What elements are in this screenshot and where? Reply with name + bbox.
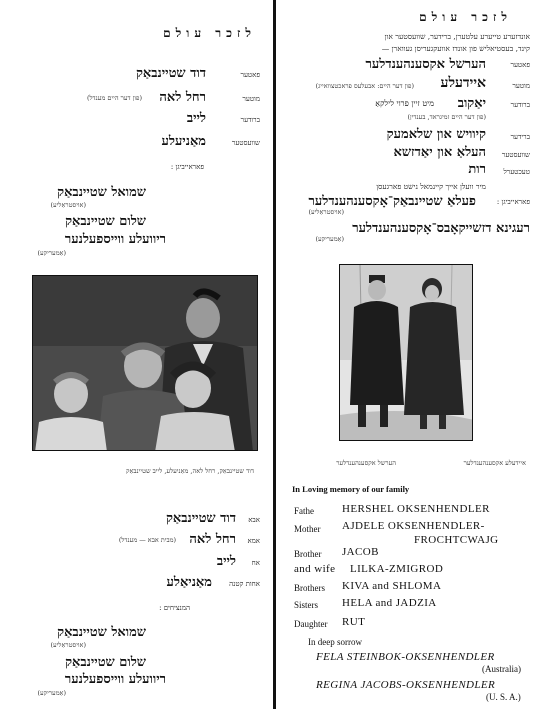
row-label: ברודער <box>510 101 530 109</box>
hebrew-survivors-label: המנציחים : <box>159 604 190 612</box>
row-label: טעכטערל <box>503 168 530 176</box>
row-name: איידעלע <box>440 75 486 91</box>
row-label: פאטער <box>510 61 530 69</box>
english-row-value: RUT <box>342 616 366 628</box>
english-survivor-2: REGINA JACOBS-OKSENHENDLER <box>316 679 496 691</box>
row-name: הערשל אקסענהענדלער <box>365 57 486 72</box>
english-row-value: HELA and JADZIA <box>342 597 437 609</box>
hebrew-survivor-name: שמואל שטיינבאַק <box>57 625 146 640</box>
survivor-name: רעגינא דזשייקאָבס־אָקסענהענדלער <box>352 221 530 236</box>
survivor-name: שלום שטיינבאַק <box>65 214 146 229</box>
row-label: ברודער <box>240 116 260 124</box>
english-row-label: Fathe <box>294 506 314 516</box>
survivor-name: פעלאַ שטיינבאַק־אָקסענהענדלער <box>308 194 476 209</box>
intro-line-2: קינד, בעסטיאליש פון אונדז אוועקגעריסן געווארן — <box>381 44 530 53</box>
survivor-name: שמואל שטיינבאַק <box>57 185 146 200</box>
survivors-label: פאראייביגן : <box>170 163 204 171</box>
english-row-label: Mother <box>294 524 321 534</box>
family-photo-caption: דוד שטיינבאַק, רחל לאה, מאַניעלע, לייב שטיינבאַק <box>126 467 254 475</box>
english-row-value: JACOB <box>342 546 379 558</box>
row-note: (פון דער היים זמיגראד, בענדין) <box>407 113 486 121</box>
photo-caption-right: הערשל אקסענהענדלער <box>336 459 396 467</box>
row-name: מאַניעלע <box>161 134 206 149</box>
hebrew-row-note: (מבית אבא — מענדל) <box>118 536 176 544</box>
english-row-label: Brothers <box>294 583 325 593</box>
hebrew-survivor-place: (אַמעריקע) <box>37 689 66 697</box>
english-row-value: AJDELE OKSENHENDLER- <box>342 520 485 532</box>
english-survivor-2-place: (U. S. A.) <box>486 692 521 702</box>
survivor-name: ריוועלע ווייספעלנער <box>64 232 166 247</box>
row-label: שוועסטער <box>231 139 260 147</box>
english-row-value: LILKA-ZMIGROD <box>350 563 444 575</box>
survivors-label: פאראייביגן : <box>496 198 530 206</box>
row-name: רחל לאה <box>159 90 206 105</box>
english-survivor-1-place: (Australia) <box>482 664 521 674</box>
row-label: פאטער <box>240 71 260 79</box>
row-label: שוועסטער <box>501 151 530 159</box>
row-label: מוטער <box>242 95 260 103</box>
survivor-place: (אויסטראַליע) <box>50 201 86 209</box>
row-name: העלאַ און יאַדזשא <box>393 145 486 160</box>
family-photo-drawing <box>33 276 258 451</box>
hebrew-row-name: דוד שטיינבאַק <box>165 511 236 526</box>
row-note: מיט זיין פרוי לילקאַ <box>375 99 434 108</box>
photo-caption-left: איידעלע אקסענהענדלער <box>463 459 526 467</box>
english-row-value: FROCHTCWAJG <box>414 534 499 546</box>
left-title: לזכר עולם <box>163 26 256 40</box>
english-heading: In Loving memory of our family <box>292 484 410 494</box>
row-name: קיוויש און שלאמעק <box>386 127 486 142</box>
row-label: ברידער <box>510 133 530 141</box>
hebrew-survivor-place: (אויסטראַליע) <box>50 641 86 649</box>
survivor-place: (אַמעריקע) <box>315 235 344 243</box>
english-row-label: and wife <box>294 563 336 575</box>
column-divider <box>273 0 276 709</box>
row-name: לייב <box>186 111 206 126</box>
right-title: לזכר עולם <box>419 10 512 24</box>
family-photo <box>32 275 258 451</box>
hebrew-row-name: רחל לאה <box>189 532 236 547</box>
survivor-place: (אַמעריקע) <box>37 249 66 257</box>
survivor-place: (אויסטראַליע) <box>308 208 344 216</box>
hebrew-row-label: אבא <box>248 516 260 524</box>
hebrew-row-label: אחות קטנה <box>229 580 260 588</box>
hebrew-survivor-name: ריוועלע ווייספעלנער <box>64 672 166 687</box>
english-survivor-1: FELA STEINBOK-OKSENHENDLER <box>316 651 495 663</box>
intro-line-1: אונדזערע טייערע עלטערן, ברידער, שוועסטער און <box>384 32 530 41</box>
hebrew-row-name: לייב <box>216 554 236 569</box>
row-name: דוד שטיינבאַק <box>135 66 206 81</box>
english-row-label: Daughter <box>294 619 328 629</box>
couple-photo <box>339 264 473 441</box>
english-row-value: KIVA and SHLOMA <box>342 580 442 592</box>
row-note: (פון דער היים: אבעלעס פראכטצוואייג) <box>315 82 414 90</box>
hebrew-row-name: מאַניאַלע <box>166 575 212 590</box>
english-row-label: Brother <box>294 549 322 559</box>
row-name: יאַקוב <box>457 96 486 111</box>
english-row-label: Sisters <box>294 600 319 610</box>
hebrew-row-label: אח <box>251 559 260 567</box>
english-row-value: HERSHEL OKSENHENDLER <box>342 503 490 515</box>
row-name: רות <box>468 162 486 177</box>
row-note: (פון דער היים מענדל) <box>86 94 142 102</box>
row-label: מוטער <box>512 82 530 90</box>
hebrew-survivor-name: שלום שטיינבאַק <box>65 655 146 670</box>
english-sorrow: In deep sorrow <box>308 637 362 647</box>
hebrew-row-label: אמא <box>247 537 260 545</box>
couple-photo-drawing <box>340 265 473 441</box>
mourning-line: מיר וועלן אייך קיינמאל נישט פארגעסן <box>376 182 486 191</box>
